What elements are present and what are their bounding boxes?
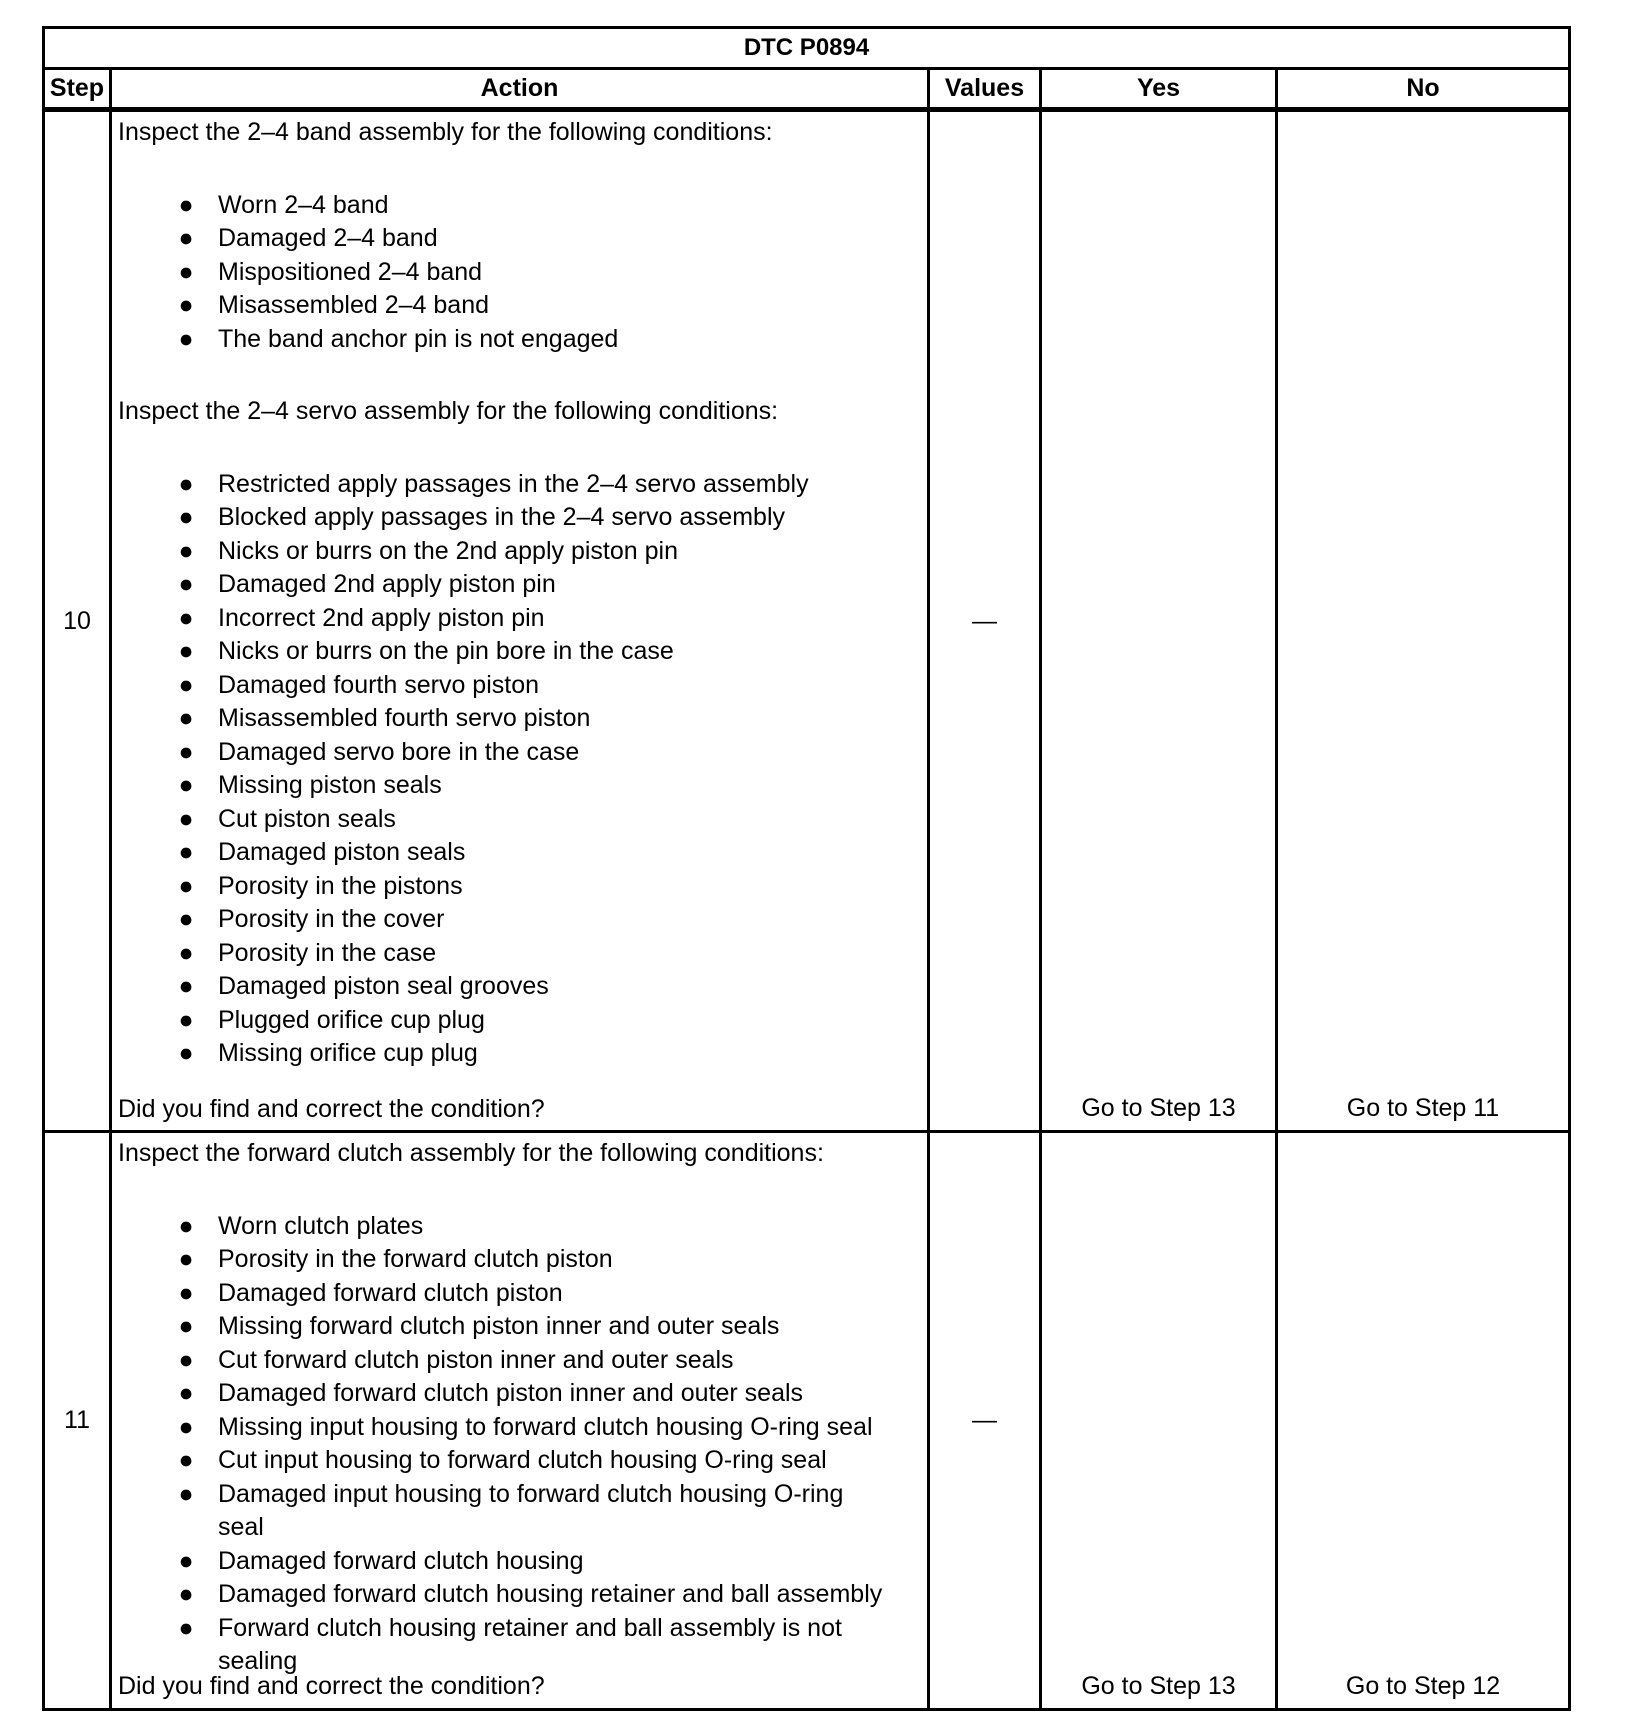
list-item — [118, 1344, 883, 1378]
yes-result: Go to Step 13 — [1041, 1132, 1277, 1710]
list-item-text: Damaged forward clutch piston — [218, 1278, 563, 1307]
bullet-icon: ● — [178, 838, 194, 866]
list-item-text: Porosity in the case — [218, 938, 437, 967]
list-item — [118, 501, 923, 535]
action-question: Did you find and correct the condition? — [118, 1094, 545, 1123]
list-item-text: Damaged piston seals — [218, 838, 466, 866]
bullet-icon: ● — [178, 1345, 194, 1374]
list-item — [118, 769, 923, 803]
list-item-text: Incorrect 2nd apply piston pin — [218, 603, 545, 632]
list-item — [118, 468, 923, 502]
list-item — [118, 1411, 883, 1445]
list-item — [118, 222, 923, 256]
bullet-icon: ● — [178, 637, 194, 665]
bullet-icon: ● — [178, 938, 194, 967]
list-item-text: Misassembled 2–4 band — [218, 291, 489, 319]
header-action: Action — [111, 69, 929, 110]
list-item — [118, 1377, 883, 1411]
list-item-text: Cut piston seals — [218, 804, 396, 833]
list-item-text: Missing piston seals — [218, 771, 442, 799]
list-item-text: Worn 2–4 band — [218, 190, 389, 219]
list-item — [118, 1243, 883, 1277]
list-item — [118, 803, 923, 837]
list-item — [118, 1210, 883, 1244]
list-item — [118, 289, 923, 323]
action-intro: Inspect the 2–4 band assembly for the following conditions: — [118, 118, 773, 146]
bullet-icon: ● — [178, 190, 194, 219]
header-values: Values — [929, 69, 1041, 110]
condition-list — [118, 1210, 923, 1679]
list-item-text: Cut input housing to forward clutch housing O-ring seal — [218, 1446, 827, 1474]
list-item — [118, 568, 923, 602]
list-item-text: Missing orifice cup plug — [218, 1039, 478, 1067]
list-item — [118, 1612, 883, 1679]
list-item-text: Porosity in the forward clutch piston — [218, 1245, 613, 1273]
dtc-table — [42, 26, 1571, 1711]
condition-list — [118, 468, 923, 1071]
action-intro-secondary: Inspect the 2–4 servo assembly for the following conditions: — [118, 397, 779, 425]
list-item-text: Misassembled fourth servo piston — [218, 704, 591, 732]
bullet-icon: ● — [178, 737, 194, 766]
bullet-icon: ● — [178, 1580, 194, 1608]
list-item — [118, 970, 923, 1004]
list-item-text: Missing input housing to forward clutch housing O-ring seal — [218, 1412, 873, 1441]
list-item-text: Damaged piston seal grooves — [218, 972, 549, 1000]
table-title: DTC P0894 — [44, 28, 1570, 69]
list-item — [118, 189, 923, 223]
table-row — [44, 110, 1570, 1132]
list-item — [118, 669, 923, 703]
bullet-icon: ● — [178, 469, 194, 498]
list-item-text: Plugged orifice cup plug — [218, 1005, 485, 1034]
list-item — [118, 323, 923, 357]
bullet-icon: ● — [178, 1546, 194, 1575]
value-cell: — — [929, 1132, 1041, 1710]
list-item-text: Damaged servo bore in the case — [218, 737, 580, 766]
bullet-icon: ● — [178, 905, 194, 933]
list-item — [118, 736, 923, 770]
list-item-text: Forward clutch housing retainer and ball assembly is not sealing — [218, 1613, 842, 1675]
list-item — [118, 1037, 923, 1071]
list-item-text: Damaged forward clutch housing — [218, 1546, 584, 1575]
list-item — [118, 1004, 923, 1038]
bullet-icon: ● — [178, 570, 194, 598]
list-item — [118, 937, 923, 971]
bullet-icon: ● — [178, 804, 194, 833]
bullet-icon: ● — [178, 603, 194, 632]
list-item-text: Damaged 2nd apply piston pin — [218, 570, 556, 598]
step-number: 10 — [44, 110, 111, 1132]
list-item-text: Nicks or burrs on the 2nd apply piston pin — [218, 536, 678, 565]
list-item-text: Missing forward clutch piston inner and outer seals — [218, 1312, 780, 1340]
bullet-icon: ● — [178, 1613, 194, 1642]
list-item — [118, 602, 923, 636]
list-item — [118, 1578, 883, 1612]
header-no: No — [1277, 69, 1570, 110]
list-item-text: Damaged 2–4 band — [218, 224, 438, 252]
bullet-icon: ● — [178, 1039, 194, 1067]
value-cell: — — [929, 110, 1041, 1132]
list-item-text: Porosity in the pistons — [218, 871, 463, 900]
bullet-icon: ● — [178, 257, 194, 286]
action-cell — [111, 110, 929, 1132]
bullet-icon: ● — [178, 291, 194, 319]
header-yes: Yes — [1041, 69, 1277, 110]
bullet-icon: ● — [178, 324, 194, 353]
table-row — [44, 1132, 1570, 1710]
header-step: Step — [44, 69, 111, 110]
bullet-icon: ● — [178, 1312, 194, 1340]
list-item — [118, 702, 923, 736]
list-item-text: Damaged forward clutch piston inner and outer seals — [218, 1379, 804, 1407]
list-item-text: Damaged forward clutch housing retainer and ball assembly — [218, 1580, 883, 1608]
no-result: Go to Step 11 — [1277, 110, 1570, 1132]
list-item-text: Mispositioned 2–4 band — [218, 257, 483, 286]
bullet-icon: ● — [178, 1379, 194, 1407]
list-item — [118, 903, 923, 937]
bullet-icon: ● — [178, 536, 194, 565]
no-result: Go to Step 12 — [1277, 1132, 1570, 1710]
bullet-icon: ● — [178, 670, 194, 699]
bullet-icon: ● — [178, 224, 194, 252]
step-number: 11 — [44, 1132, 111, 1710]
list-item — [118, 1310, 883, 1344]
bullet-icon: ● — [178, 1278, 194, 1307]
bullet-icon: ● — [178, 1211, 194, 1240]
list-item — [118, 1478, 883, 1545]
list-item-text: The band anchor pin is not engaged — [218, 324, 619, 353]
list-item-text: Damaged input housing to forward clutch housing O-ring seal — [218, 1479, 844, 1541]
list-item-text: Nicks or burrs on the pin bore in the case — [218, 637, 674, 665]
list-item-text: Blocked apply passages in the 2–4 servo assembly — [218, 503, 785, 531]
bullet-icon: ● — [178, 1245, 194, 1273]
list-item — [118, 870, 923, 904]
bullet-icon: ● — [178, 771, 194, 799]
list-item — [118, 1545, 883, 1579]
action-intro: Inspect the forward clutch assembly for the following conditions: — [118, 1139, 824, 1167]
list-item — [118, 635, 923, 669]
list-item-text: Worn clutch plates — [218, 1211, 424, 1240]
list-item-text: Porosity in the cover — [218, 905, 445, 933]
bullet-icon: ● — [178, 972, 194, 1000]
list-item — [118, 256, 923, 290]
action-cell — [111, 1132, 929, 1710]
list-item — [118, 1444, 883, 1478]
bullet-icon: ● — [178, 503, 194, 531]
list-item — [118, 1277, 883, 1311]
list-item-text: Restricted apply passages in the 2–4 servo assembly — [218, 469, 809, 498]
action-question: Did you find and correct the condition? — [118, 1671, 545, 1700]
list-item-text: Cut forward clutch piston inner and outer seals — [218, 1345, 734, 1374]
bullet-icon: ● — [178, 1005, 194, 1034]
list-item-text: Damaged fourth servo piston — [218, 670, 540, 699]
yes-result: Go to Step 13 — [1041, 110, 1277, 1132]
bullet-icon: ● — [178, 1446, 194, 1474]
bullet-icon: ● — [178, 704, 194, 732]
condition-list — [118, 189, 923, 357]
bullet-icon: ● — [178, 1412, 194, 1441]
bullet-icon: ● — [178, 871, 194, 900]
bullet-icon: ● — [178, 1479, 194, 1508]
list-item — [118, 836, 923, 870]
list-item — [118, 535, 923, 569]
